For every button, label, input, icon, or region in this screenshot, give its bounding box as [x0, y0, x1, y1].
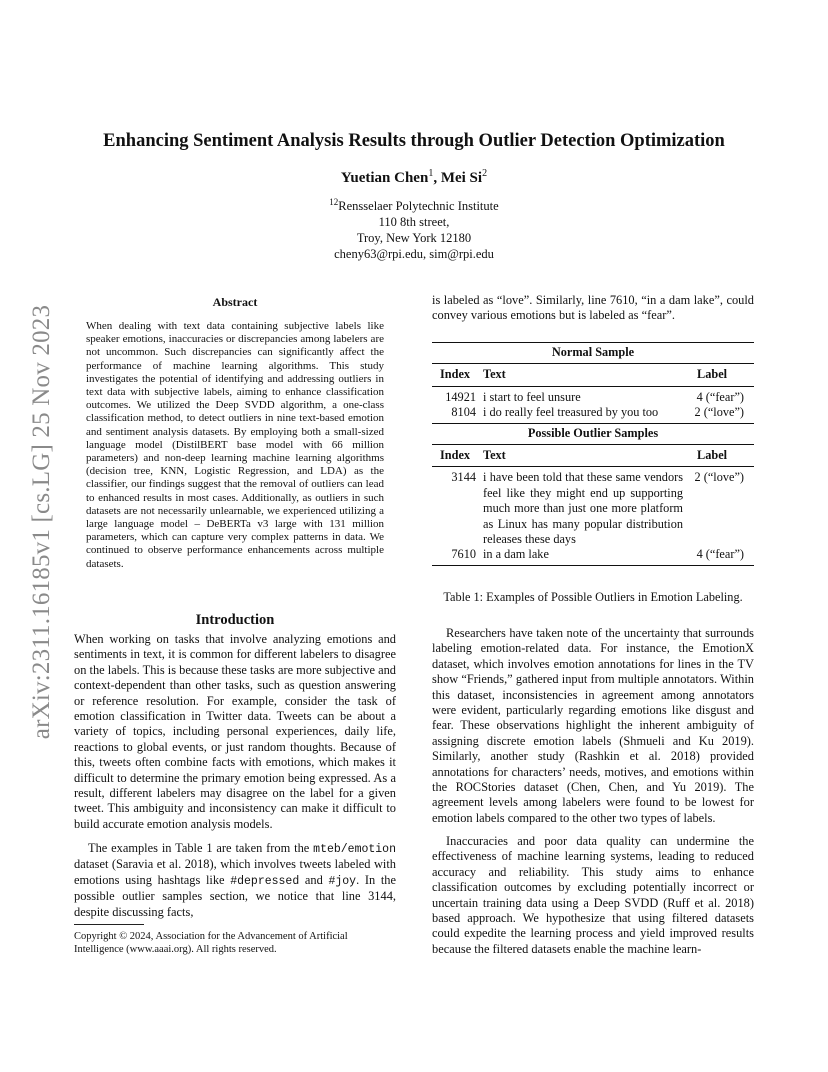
table-caption: Table 1: Examples of Possible Outliers in Emotion Labeling.	[443, 590, 743, 604]
copyright-footnote: Copyright © 2024, Association for the Advancement of Artificial Intelligence (www.aaai.org). All rights reserved.	[74, 931, 348, 955]
table-cell-label: 4 (“fear”)	[696, 547, 744, 562]
body-paragraph: is labeled as “love”. Similarly, line 7610, “in a dam lake”, could convey various emotions but is labeled as “fear”.	[432, 293, 754, 323]
table-rule	[432, 565, 754, 566]
institute-name: Rensselaer Polytechnic Institute	[338, 199, 499, 214]
author-affiliation-mark: 2	[482, 168, 488, 179]
body-paragraph: Researchers have taken note of the uncertainty that surrounds labeling emotion-related data. For instance, the EmotionX dataset, which involves emotion annotations for lines in the TV show “Friends,” gathered input from multiple annotators. Within this dataset, inconsistencies in agreement among annotators were evident, particularly regarding emotions like disgust and fear. These observations highlight the inherent ambiguity of assigning discrete emotion labels (Shmueli and Ku 2019). Similarly, another study (Rashkin et al. 2018) provided annotations for characters’ needs, motives, and emotions within the ROCStories dataset (Chen, Chen, and Yu 2019). The agreement levels among labelers were found to be lowest for emotion labels compared to the other two types of labels.	[432, 626, 754, 825]
affiliation-street: 110 8th street,	[378, 215, 450, 230]
introduction-paragraph: When working on tasks that involve analyzing emotions and sentiments in text, it is common for different labelers to disagree on the labels. This is because these tasks are more subjective and context-dependent than other tasks, such as question answering or reference resolution. For example, consider the task of emotion classification in Twitter data. Tweets can be about a variety of topics, including personal experiences, daily life, reactions to global events, or just random thoughts. Because of this, tweets often combine facts with emotions, which makes it difficult to determine the primary emotion being expressed. As a result, different labelers may disagree on the label for a given tweet. This ambiguity and inconsistency can make it difficult to build accurate emotion analysis models.	[74, 632, 396, 831]
column-header: Index	[440, 448, 471, 463]
table-cell-label: 2 (“love”)	[694, 405, 744, 420]
introduction-paragraph	[74, 841, 396, 920]
author-separator: ,	[433, 170, 441, 186]
text-run: and	[299, 872, 329, 887]
text-run: . In the possible outlier samples section, we notice that line 3144, despite discussing facts,	[74, 872, 396, 919]
table-cell-index: 3144	[451, 470, 476, 485]
affiliation-emails: cheny63@rpi.edu, sim@rpi.edu	[334, 247, 494, 262]
body-paragraph: Inaccuracies and poor data quality can undermine the effectiveness of machine learning systems, leading to reduced accuracy and reliability. This study aims to enhance classification outcomes by excluding potentially incorrect or uncertain training data using a Deep SVDD (Ruff et al. 2018) based approach. We hypothesize that using filtered datasets could expedite the learning process and yield improved results because the filtered datasets enable the machine learn-	[432, 834, 754, 956]
table-cell-text: i have been told that these same vendors feel like they might end up supporting much more than just one more platform as Linux has many popular distribution releases these days	[483, 470, 683, 547]
footnote-rule	[74, 924, 144, 925]
table-row	[432, 405, 754, 420]
abstract-heading: Abstract	[212, 295, 258, 309]
table-header-row	[432, 364, 754, 385]
text-run: dataset (Saravia et al. 2018), which involves tweets labeled with emotions using hashtags like	[74, 857, 396, 887]
author-name: Yuetian Chen	[340, 170, 429, 186]
abstract-text: When dealing with text data containing subjective labels like speaker emotions, inaccuracies or discrepancies among labelers are not uncommon. Such discrepancies can significantly affect the performance of machine learning algorithms. This study investigates the potential of identifying and addressing outliers in text data with subjective labels, aiming to enhance classification outcomes. We utilized the Deep SVDD algorithm, a one-class classification method, to detect outliers in nine text-based emotion and sentiment analysis datasets. By employing both a small-sized language model (DistilBERT base model with 66 million parameters) and non-deep learning machine learning algorithms (decision tree, KNN, Logistic Regression, and LDA) as the classifier, our findings suggest that the removal of outliers can lead to enhanced results in most cases. Additionally, as outliers in such datasets are not necessarily unlearnable, we experienced utilizing a large language model – DeBERTa v3 large with 131 million parameters, which can capture very complex patterns in data. We continued to observe performance enhancements across multiple datasets.	[86, 320, 384, 570]
column-header: Text	[483, 367, 506, 382]
table-cell-text: i start to feel unsure	[483, 389, 581, 404]
affiliation-block	[0, 194, 828, 262]
author-line	[0, 168, 828, 187]
paper-title: Enhancing Sentiment Analysis Results through Outlier Detection Optimization	[103, 131, 725, 151]
author-name: Mei Si	[440, 170, 483, 186]
code-hashtag: #depressed	[230, 874, 300, 888]
outlier-examples-table	[432, 342, 754, 566]
table-cell-index: 14921	[445, 389, 476, 404]
table-cell-index: 8104	[451, 405, 476, 420]
table-cell-index: 7610	[451, 547, 476, 562]
table-cell-text: i do really feel treasured by you too	[483, 405, 659, 420]
text-run: The examples in Table 1 are taken from the	[88, 841, 314, 855]
column-header: Label	[697, 367, 728, 382]
table-row	[432, 470, 754, 547]
arxiv-identifier	[22, 282, 62, 762]
introduction-heading: Introduction	[195, 612, 275, 628]
table-section-title: Possible Outlier Samples	[527, 425, 659, 440]
arxiv-identifier-text: arXiv:2311.16185v1 [cs.LG] 25 Nov 2023	[28, 304, 55, 740]
table-cell-label: 2 (“love”)	[694, 470, 744, 485]
table-header-row	[432, 445, 754, 466]
author-affiliation-mark: 1	[428, 168, 434, 179]
code-hashtag: #joy	[328, 874, 357, 888]
table-cell-text: in a dam lake	[483, 547, 549, 562]
affiliation-mark: 12	[329, 197, 339, 207]
table-row	[432, 390, 754, 405]
table-cell-label: 4 (“fear”)	[696, 389, 744, 404]
column-header: Text	[483, 448, 506, 463]
column-header: Index	[440, 367, 471, 382]
table-body	[432, 467, 754, 564]
table-row	[432, 547, 754, 562]
code-dataset-name: mteb/emotion	[313, 843, 396, 856]
column-header: Label	[697, 448, 728, 463]
affiliation-institute	[0, 194, 828, 214]
table-body	[432, 387, 754, 423]
affiliation-city: Troy, New York 12180	[356, 231, 472, 246]
table-section-title: Normal Sample	[551, 345, 635, 359]
